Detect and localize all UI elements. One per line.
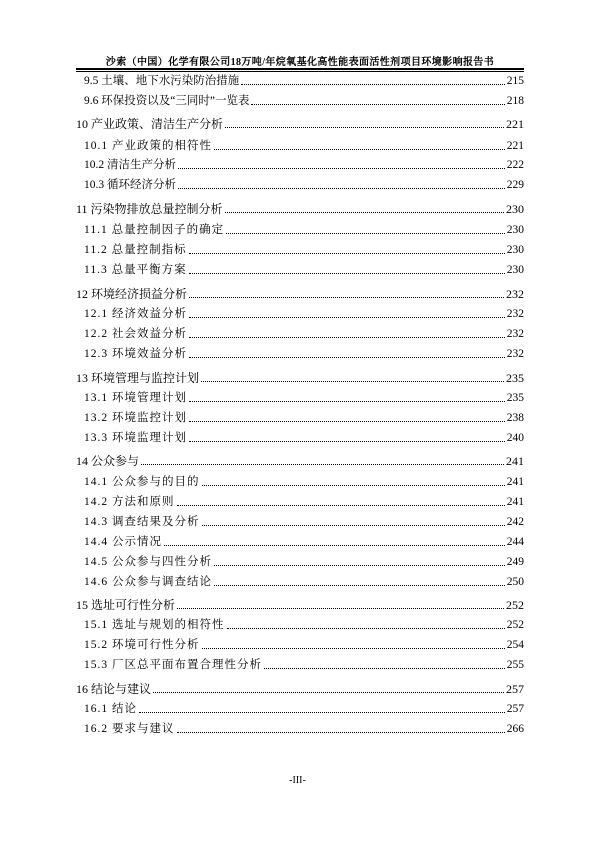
toc-entry-page: 232: [506, 328, 524, 340]
toc-section-entry[interactable]: [84, 346, 524, 362]
toc-entry-page: 244: [506, 536, 524, 548]
toc-entry-page: 242: [506, 516, 524, 528]
toc-entry-label: 12 环境经济损益分析: [76, 287, 188, 301]
toc-section-entry[interactable]: [84, 514, 524, 530]
toc-dot-leader: [201, 381, 504, 382]
toc-section-entry[interactable]: [84, 637, 524, 653]
toc-entry-page: 232: [506, 348, 524, 360]
toc-entry-page: 257: [506, 682, 524, 696]
toc-dot-leader: [189, 317, 505, 318]
toc-dot-leader: [226, 233, 505, 234]
toc-dot-leader: [178, 188, 505, 189]
toc-section-entry[interactable]: [84, 242, 524, 258]
toc-entry-page: 222: [506, 159, 524, 171]
toc-section-entry[interactable]: [84, 326, 524, 342]
toc-dot-leader: [177, 732, 505, 733]
toc-section-entry[interactable]: [84, 222, 524, 238]
toc-entry-label: 10 产业政策、清洁生产分析: [76, 117, 224, 131]
toc-entry-page: 230: [506, 224, 524, 236]
toc-chapter-entry[interactable]: [76, 201, 524, 217]
toc-entry-label: 15.1 选址与规划的相符性: [84, 619, 225, 631]
toc-chapter-entry[interactable]: [76, 286, 524, 302]
toc-entry-label: 10.2 清洁生产分析: [84, 159, 176, 171]
toc-section-entry[interactable]: [84, 138, 524, 154]
toc-entry-label: 14.6 公众参与调查结论: [84, 576, 212, 588]
toc-section-entry[interactable]: [84, 701, 524, 717]
toc-entry-label: 14.2 方法和原则: [84, 496, 175, 508]
toc-dot-leader: [189, 253, 505, 254]
toc-chapter-entry[interactable]: [76, 681, 524, 697]
toc-entry-label: 9.5 土壤、地下水污染防治措施: [84, 75, 240, 87]
toc-entry-page: 240: [506, 432, 524, 444]
toc-entry-page: 241: [506, 476, 524, 488]
toc-entry-label: 13 环境管理与监控计划: [76, 371, 200, 385]
page-number: -III-: [289, 775, 306, 786]
toc-section-entry[interactable]: [84, 430, 524, 446]
toc-entry-label: 15.3 厂区总平面布置合理性分析: [84, 659, 262, 671]
toc-entry-page: 238: [506, 412, 524, 424]
toc-entry-label: 13.2 环境监控计划: [84, 412, 187, 424]
toc-entry-label: 15 选址可行性分析: [76, 598, 176, 612]
toc-entry-label: 13.1 环境管理计划: [84, 392, 187, 404]
toc-dot-leader: [153, 692, 504, 693]
toc-entry-page: 255: [506, 659, 524, 671]
toc-entry-page: 252: [506, 598, 524, 612]
toc-dot-leader: [241, 84, 505, 85]
toc-section-entry[interactable]: [84, 306, 524, 322]
toc-dot-leader: [189, 337, 505, 338]
toc-entry-label: 12.3 环境效益分析: [84, 348, 187, 360]
toc-dot-leader: [189, 297, 504, 298]
toc-section-entry[interactable]: [84, 617, 524, 633]
toc-entry-page: 241: [506, 454, 524, 468]
toc-entry-label: 11.2 总量控制指标: [84, 244, 187, 256]
toc-entry-page: 218: [506, 95, 524, 107]
toc-entry-page: 254: [506, 639, 524, 651]
toc-entry-label: 12.1 经济效益分析: [84, 308, 187, 320]
toc-dot-leader: [214, 149, 505, 150]
toc-dot-leader: [189, 273, 505, 274]
toc-dot-leader: [164, 545, 505, 546]
toc-section-entry[interactable]: [84, 157, 524, 173]
toc-dot-leader: [202, 525, 505, 526]
toc-section-entry[interactable]: [84, 474, 524, 490]
toc-entry-label: 11.1 总量控制因子的确定: [84, 224, 225, 236]
toc-entry-page: 230: [506, 264, 524, 276]
toc-entry-page: 230: [506, 202, 524, 216]
toc-entry-label: 16.2 要求与建议: [84, 723, 175, 735]
toc-dot-leader: [189, 357, 505, 358]
toc-entry-page: 235: [506, 371, 524, 385]
toc-section-entry[interactable]: [84, 262, 524, 278]
toc-entry-label: 13.3 环境监理计划: [84, 432, 187, 444]
toc-entry-label: 14.4 公示情况: [84, 536, 162, 548]
toc-dot-leader: [177, 505, 505, 506]
toc-entry-label: 16 结论与建议: [76, 682, 152, 696]
toc-entry-label: 12.2 社会效益分析: [84, 328, 187, 340]
toc-dot-leader: [189, 441, 505, 442]
toc-dot-leader: [202, 648, 505, 649]
toc-entry-page: 252: [506, 619, 524, 631]
toc-entry-label: 14 公众参与: [76, 454, 140, 468]
toc-entry-page: 249: [506, 556, 524, 568]
toc-section-entry[interactable]: [84, 73, 524, 89]
toc-dot-leader: [189, 421, 505, 422]
toc-entry-page: 257: [506, 703, 524, 715]
toc-dot-leader: [251, 104, 504, 105]
toc-entry-page: 250: [506, 576, 524, 588]
toc-entry-page: 221: [506, 140, 524, 152]
toc-section-entry[interactable]: [84, 410, 524, 426]
toc-entry-page: 215: [506, 75, 524, 87]
toc-section-entry[interactable]: [84, 534, 524, 550]
toc-dot-leader: [141, 464, 504, 465]
toc-dot-leader: [227, 628, 505, 629]
toc-dot-leader: [225, 212, 504, 213]
toc-entry-page: 241: [506, 496, 524, 508]
document-header: 沙索（中国）化学有限公司18万吨/年烷氧基化高性能表面活性剂项目环境影响报告书: [105, 57, 495, 68]
toc-entry-label: 11 污染物排放总量控制分析: [76, 202, 223, 216]
toc-entry-page: 229: [506, 179, 524, 191]
toc-section-entry[interactable]: [84, 177, 524, 193]
toc-entry-label: 10.1 产业政策的相符性: [84, 140, 212, 152]
toc-entry-page: 266: [506, 723, 524, 735]
toc-chapter-entry[interactable]: [76, 453, 524, 469]
toc-chapter-entry[interactable]: [76, 597, 524, 613]
toc-chapter-entry[interactable]: [76, 116, 524, 132]
toc-entry-label: 16.1 结论: [84, 703, 137, 715]
toc-dot-leader: [177, 608, 504, 609]
toc-entry-page: 235: [506, 392, 524, 404]
toc-section-entry[interactable]: [84, 657, 524, 673]
toc-dot-leader: [264, 668, 505, 669]
toc-entry-label: 10.3 循环经济分析: [84, 179, 176, 191]
toc-entry-page: 232: [506, 287, 524, 301]
toc-dot-leader: [202, 485, 505, 486]
toc-dot-leader: [178, 168, 505, 169]
toc-entry-page: 230: [506, 244, 524, 256]
toc-section-entry[interactable]: [84, 93, 524, 109]
toc-entry-label: 15.2 环境可行性分析: [84, 639, 200, 651]
toc-section-entry[interactable]: [84, 574, 524, 590]
toc-chapter-entry[interactable]: [76, 370, 524, 386]
toc-section-entry[interactable]: [84, 721, 524, 737]
toc-dot-leader: [214, 585, 505, 586]
toc-dot-leader: [225, 127, 504, 128]
toc-entry-label: 14.3 调查结果及分析: [84, 516, 200, 528]
toc-section-entry[interactable]: [84, 494, 524, 510]
toc-entry-label: 9.6 环保投资以及“三同时”一览表: [84, 95, 250, 107]
toc-entry-page: 221: [506, 117, 524, 131]
toc-dot-leader: [214, 565, 505, 566]
toc-dot-leader: [139, 712, 505, 713]
toc-entry-label: 14.1 公众参与的目的: [84, 476, 200, 488]
toc-dot-leader: [189, 401, 505, 402]
toc-entry-page: 232: [506, 308, 524, 320]
toc-entry-label: 14.5 公众参与四性分析: [84, 556, 212, 568]
toc-entry-label: 11.3 总量平衡方案: [84, 264, 187, 276]
toc-section-entry[interactable]: [84, 554, 524, 570]
toc-section-entry[interactable]: [84, 390, 524, 406]
